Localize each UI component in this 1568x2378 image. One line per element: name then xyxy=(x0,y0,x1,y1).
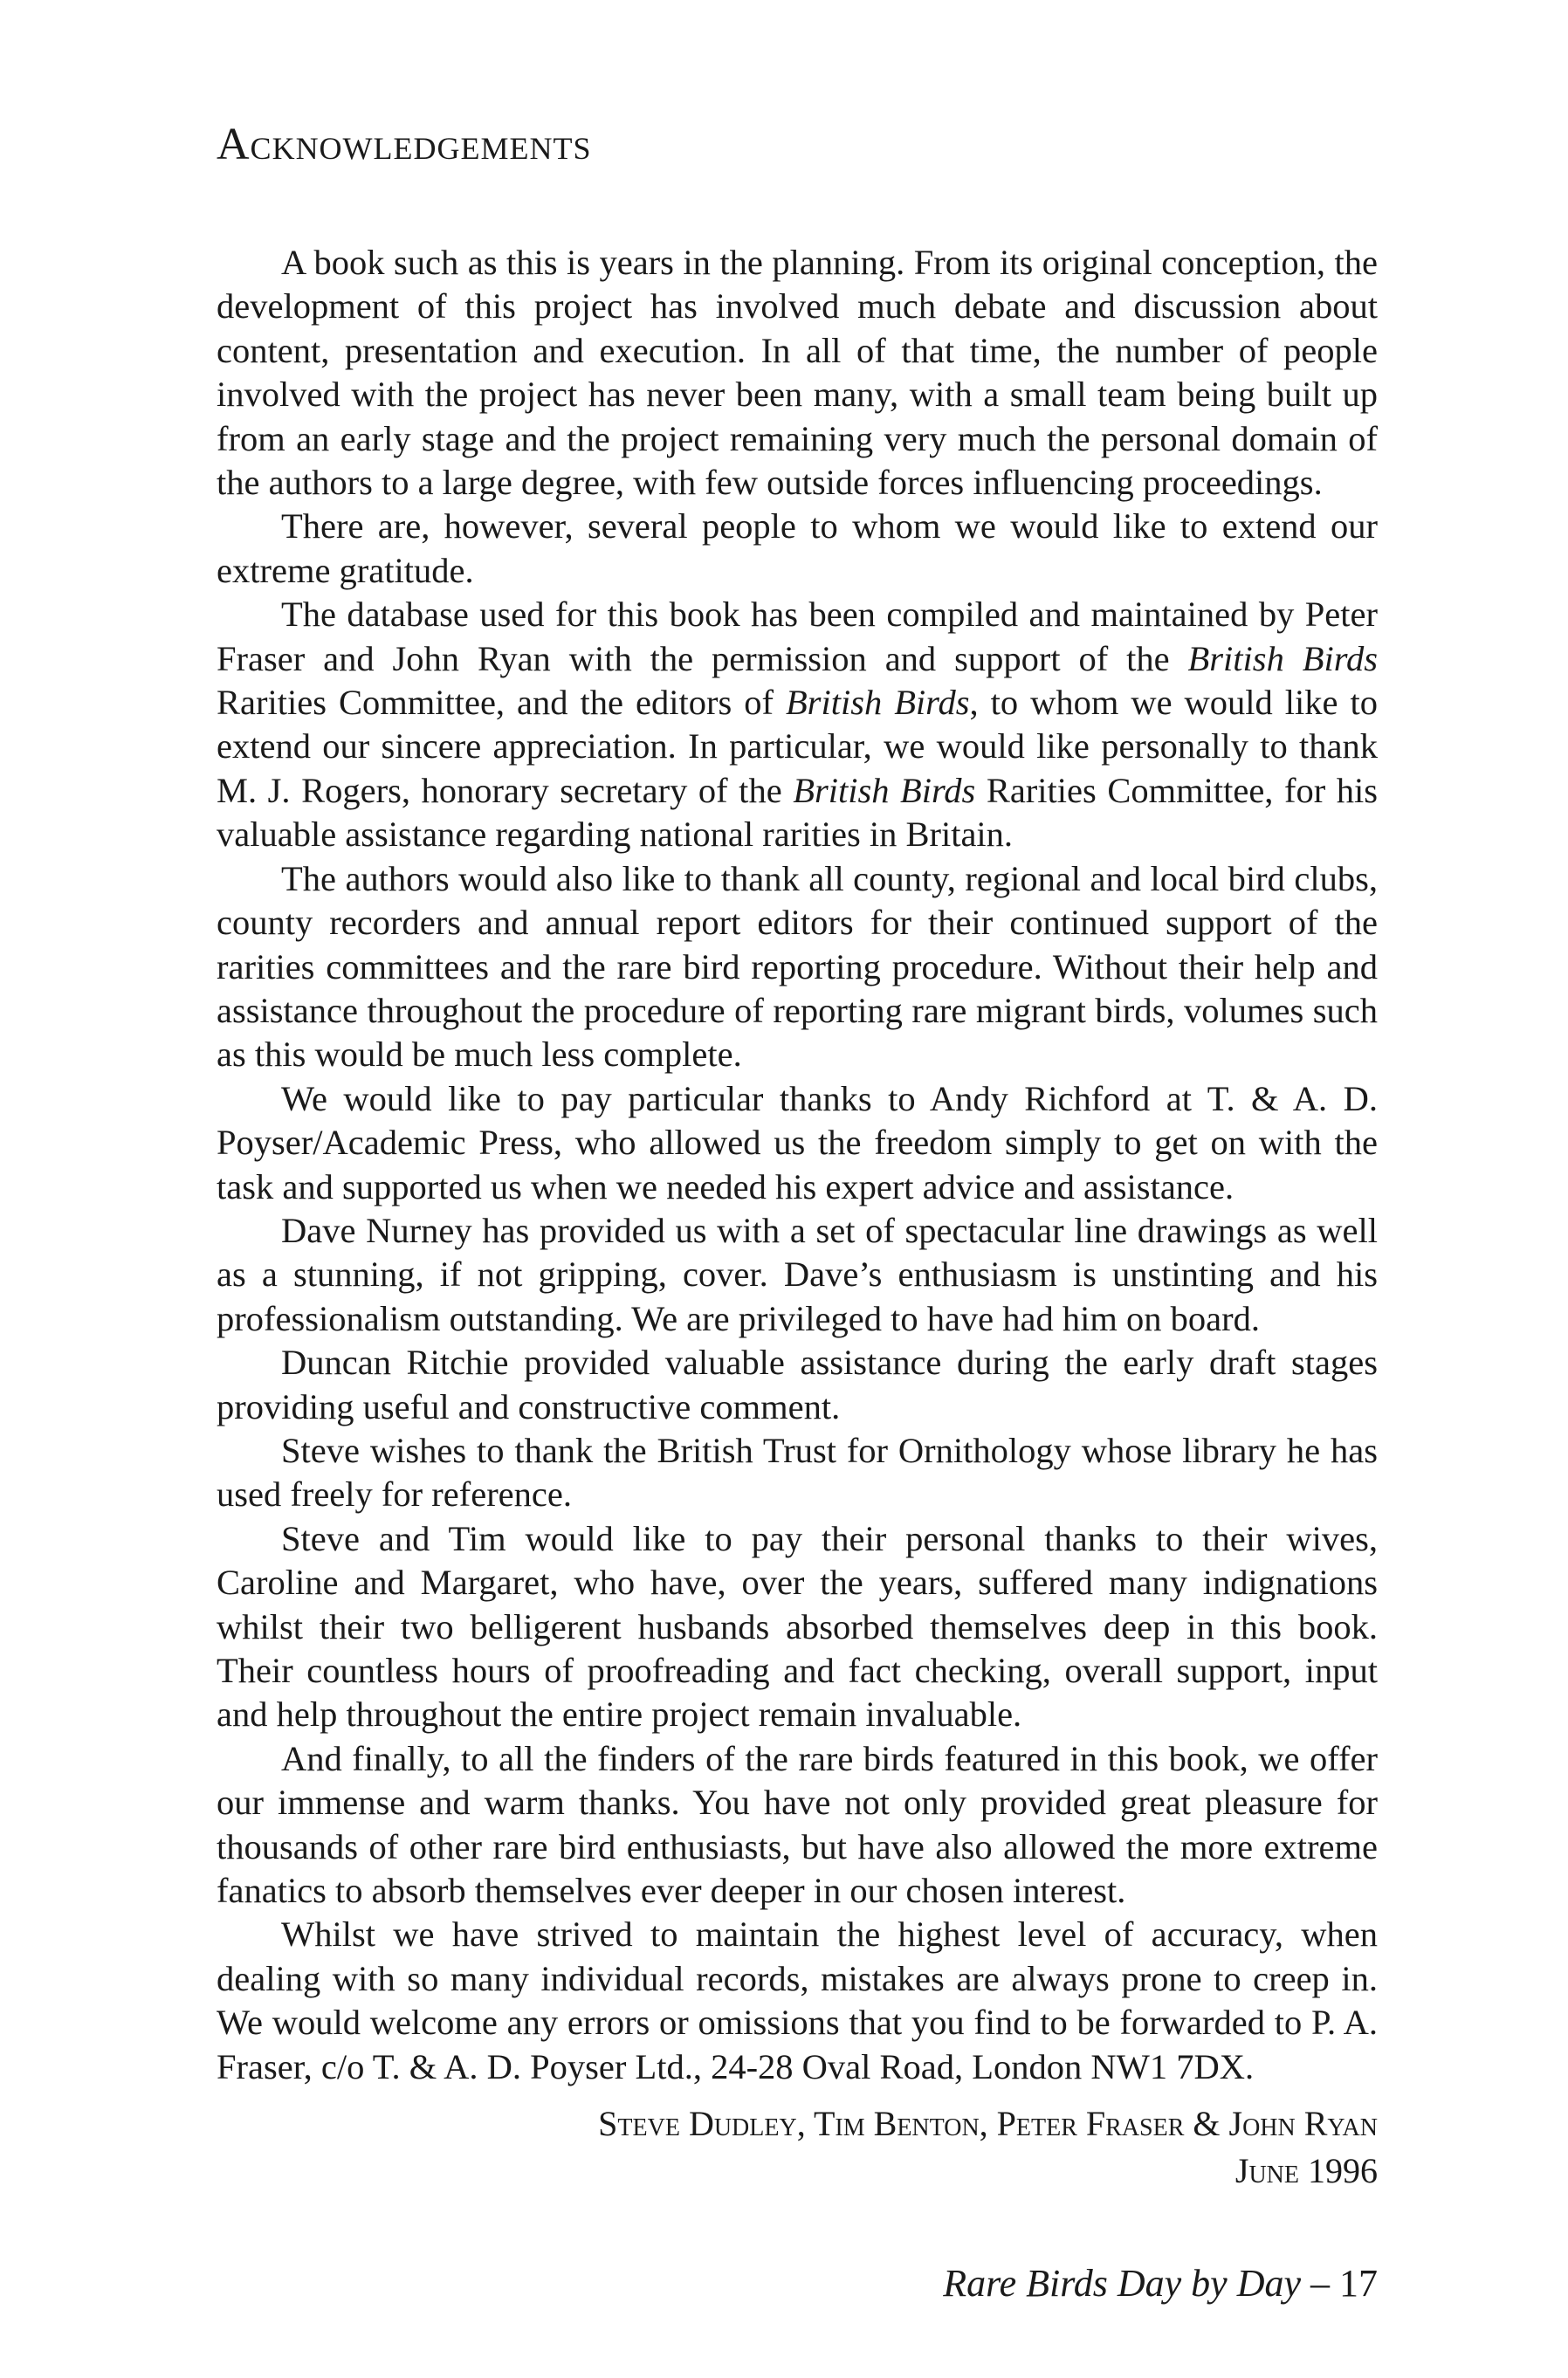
journal-title: British Birds xyxy=(1187,638,1378,678)
signature-date: June 1996 xyxy=(1234,2151,1378,2190)
page-footer xyxy=(943,2262,1378,2305)
footer-separator: – xyxy=(1301,2262,1339,2305)
paragraph-5: We would like to pay particular thanks to Andy Richford at T. & A. D. Poyser/Academic Press, who allowed us the freedom simply to get on with the task and supported us when we needed his expert advice and assistance. xyxy=(217,1078,1378,1206)
paragraph-3-text: Rarities Committee, for his valuable assistance regarding national rarities in Britain. xyxy=(217,770,1378,855)
paragraph-10: And finally, to all the finders of the rare birds featured in this book, we offer our immense and warm thanks. You have not only provided great pleasure for thousands of other rare bird enthusiasts, but have also allowed the more extreme fanatics to absorb themselves ever deeper in our chosen interest. xyxy=(217,1738,1378,1911)
page-heading: Acknowledgements xyxy=(217,120,592,169)
running-title: Rare Birds Day by Day xyxy=(943,2262,1301,2305)
signature-block xyxy=(598,2100,1378,2195)
journal-title: British Birds xyxy=(785,683,970,723)
paragraph-2: There are, however, several people to whom we would like to extend our extreme gratitude. xyxy=(217,506,1378,590)
book-page xyxy=(217,0,1378,2378)
paragraph-4: The authors would also like to thank all county, regional and local bird clubs, county recorders and annual report editors for their continued support of the rarities committees and the rare bird reporting procedure. Without their help and assistance throughout the procedure of reporting rare migrant birds, volumes such as this would be much less complete. xyxy=(217,858,1378,1075)
paragraph-3-text: Rarities Committee, and the editors of xyxy=(217,683,786,723)
paragraph-8: Steve wishes to thank the British Trust for Ornithology whose library he has used freely for reference. xyxy=(217,1430,1378,1515)
paragraph-1: A book such as this is years in the planning. From its original conception, the development of this project has involved much debate and discussion about content, presentation and execution. In all of that time, the number of people involved with the project has never been many, with a small team being built up from an early stage and the project remaining very much the personal domain of the authors to a large degree, with few outside forces influencing proceedings. xyxy=(217,243,1378,503)
body-text xyxy=(217,241,1378,2089)
paragraph-3 xyxy=(217,593,1378,856)
paragraph-3-text: , to whom we would like to extend our sincere appreciation. In particular, we would like personally to thank M. J. Rogers, honorary secretary of the xyxy=(217,683,1378,810)
journal-title: British Birds xyxy=(793,770,976,810)
page-number: 17 xyxy=(1339,2262,1378,2305)
paragraph-11: Whilst we have strived to maintain the highest level of accuracy, when dealing with so many individual records, mistakes are always prone to creep in. We would welcome any errors or omissions that you find to be forwarded to P. A. Fraser, c/o T. & A. D. Poyser Ltd., 24-28 Oval Road, London NW1 7DX. xyxy=(217,1914,1378,2086)
signature-authors: Steve Dudley, Tim Benton, Peter Fraser & John Ryan xyxy=(598,2104,1378,2143)
paragraph-7: Duncan Ritchie provided valuable assistance during the early draft stages providing useful and constructive comment. xyxy=(217,1343,1378,1426)
paragraph-9: Steve and Tim would like to pay their personal thanks to their wives, Caroline and Margaret, who have, over the years, suffered many indignations whilst their two belligerent husbands absorbed themselves deep in this book. Their countless hours of proofreading and fact checking, overall support, input and help throughout the entire project remain invaluable. xyxy=(217,1518,1378,1735)
paragraph-6: Dave Nurney has provided us with a set of spectacular line drawings as well as a stunning, if not gripping, cover. Dave’s enthusiasm is unstinting and his professionalism outstanding. We are privileged to have had him on board. xyxy=(217,1210,1378,1338)
paragraph-3-text: The database used for this book has been compiled and maintained by Peter Fraser and John Ryan with the permission and support of the xyxy=(217,594,1378,678)
